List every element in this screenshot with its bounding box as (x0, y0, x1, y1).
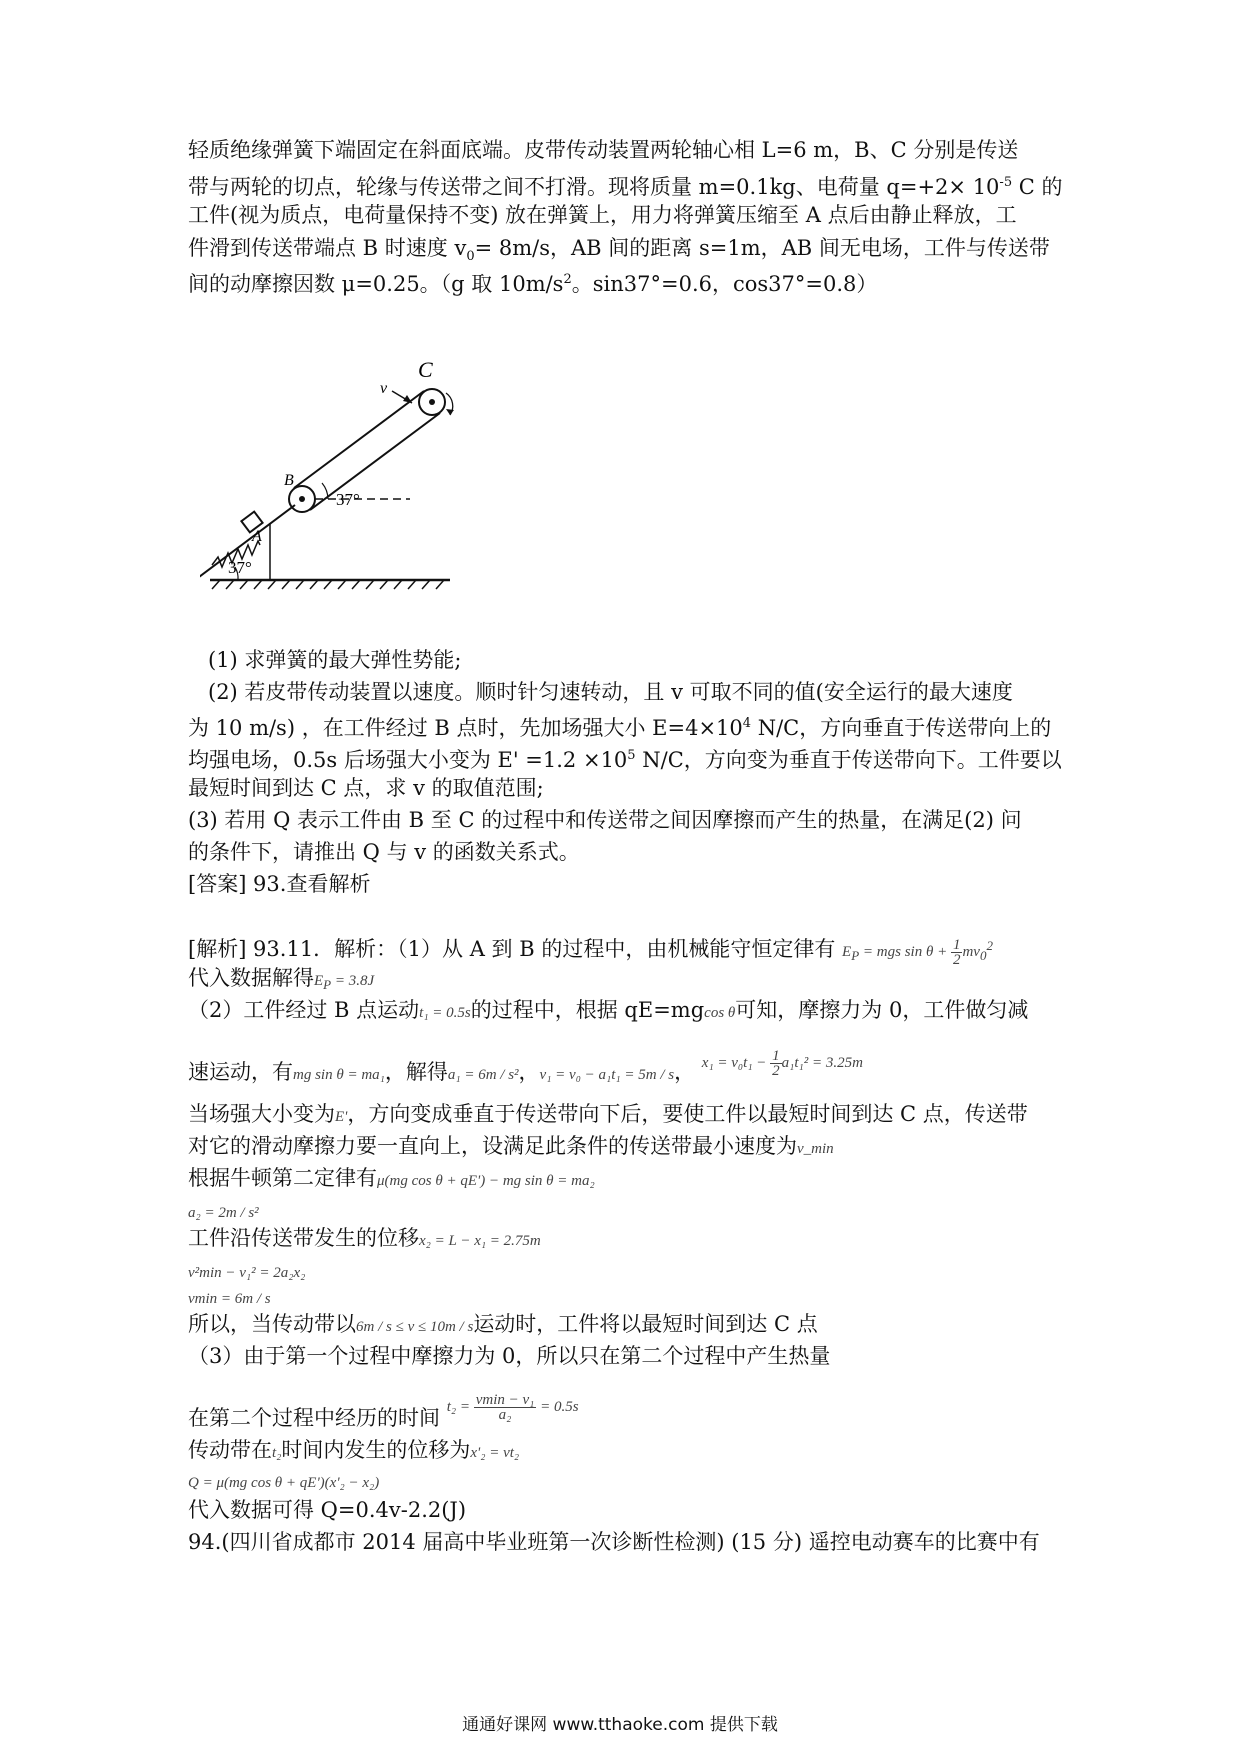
text: ， (674, 1060, 696, 1084)
question-3-line (188, 838, 580, 866)
rotation-arrowhead (446, 409, 454, 415)
text: 工件(视为质点，电荷量保持不变) 放在弹簧上，用力将弹簧压缩至 A 点后由静止释放，工 (188, 203, 1017, 227)
pulley-c-axle (429, 399, 435, 405)
equation: μ(mg cos θ + qE') − mg sin θ = ma₂ (377, 1173, 595, 1189)
text: N/C，方向垂直于传送带向上的 (751, 716, 1052, 740)
equation: x₁ = v₀t₁ − 1 2 a₁t₁² = 3.25m (701, 1048, 863, 1080)
equation: EP = mgs sin θ + $\frac{1}{2}$ mv02 (842, 937, 993, 969)
solution-line (188, 1342, 830, 1370)
text: 运动时，工件将以最短时间到达 C 点 (473, 1312, 818, 1336)
equation: EP = 3.8J (314, 973, 375, 992)
solution-line (188, 1048, 863, 1090)
label-c: C (418, 357, 433, 382)
solution-line (188, 1528, 1040, 1556)
text: 代入数据可得 Q=0.4v-2.2(J) (188, 1498, 467, 1522)
solution-line (188, 964, 374, 999)
text: (1) 求弹簧的最大弹性势能; (208, 648, 462, 672)
exponent: 5 (627, 748, 636, 763)
equation: v₁ = v₀ − a₁t₁ = 5m / s (539, 1067, 675, 1083)
text: 代入数据解得 (188, 966, 314, 990)
equation: t₂ = vmin − v₁ a₂ = 0.5s (446, 1392, 579, 1424)
equation: 6m / s ≤ v ≤ 10m / s (356, 1319, 474, 1335)
text: = 8m/s，AB 间的距离 s=1m，AB 间无电场，工件与传送带 (474, 236, 1050, 260)
text: （2）工件经过 B 点运动 (188, 998, 420, 1022)
text: 轻质绝缘弹簧下端固定在斜面底端。皮带传动装置两轮轴心相 L=6 m，B、C 分别是传送 (188, 138, 1019, 162)
velocity-arrowhead (403, 395, 412, 403)
solution-line (188, 1310, 818, 1341)
equation: x'₂ = vt₂ (470, 1445, 520, 1461)
pulley-b-axle (299, 496, 305, 502)
equation: vmin = 6m / s (188, 1291, 271, 1307)
text: 传动带在 (188, 1438, 272, 1462)
text: 当场强大小变为 (188, 1102, 335, 1126)
angle-label-top: 37° (336, 490, 360, 509)
label-v: v (380, 380, 388, 397)
equation: t₁ = 0.5s (419, 1005, 471, 1021)
paragraph-line (188, 136, 1018, 164)
solution-line (188, 1100, 1028, 1131)
question-2-line (188, 742, 1062, 774)
equation: t₂ (272, 1445, 282, 1461)
label-a: A (252, 528, 262, 545)
angle-label-bottom: 37° (228, 558, 252, 577)
question-3 (188, 806, 1022, 834)
text: 最短时间到达 C 点，求 v 的取值范围; (188, 776, 544, 800)
subscript: 0 (466, 249, 475, 265)
equation: a₂ = 2m / s² (188, 1205, 259, 1221)
text: ，方向变成垂直于传送带向下后，要使工件以最短时间到达 C 点，传送带 (347, 1102, 1028, 1126)
exponent: 4 (742, 716, 752, 731)
solution-line (188, 1466, 379, 1497)
equation: x₂ = L − x₁ = 2.75m (419, 1233, 541, 1249)
solution-line (188, 1436, 519, 1467)
solution-line (188, 996, 1028, 1027)
text: (3) 若用 Q 表示工件由 B 至 C 的过程中和传送带之间因摩擦而产生的热量，在满足(2) 问 (188, 808, 1022, 832)
question-2 (208, 678, 1013, 706)
label-b: B (284, 472, 294, 489)
text: 的过程中，根据 qE=mg (470, 998, 705, 1022)
ground-hatch (212, 580, 444, 589)
equation: v²min − v₁² = 2a₂x₂ (188, 1265, 306, 1281)
solution-line (188, 1392, 579, 1436)
text: 。sin37°=0.6，cos37°=0.8） (571, 272, 878, 296)
equation: Q = μ(mg cos θ + qE')(x'₂ − x₂) (188, 1475, 380, 1491)
conveyor-diagram (200, 355, 460, 610)
solution-line (188, 1132, 834, 1163)
paragraph-line (188, 266, 877, 298)
text: 可知，摩擦力为 0，工件做匀减 (735, 998, 1029, 1022)
text: 工件沿传送带发生的位移 (188, 1226, 419, 1250)
text: 在第二个过程中经历的时间 (188, 1406, 440, 1430)
equation: v_min (797, 1141, 834, 1157)
text: ， (518, 1060, 540, 1084)
text: [解析] 93.11．解析：（1）从 A 到 B 的过程中，由机械能守恒定律有 (188, 937, 836, 961)
equation: E' (335, 1109, 348, 1125)
equation: mg sin θ = ma₁ (293, 1067, 385, 1083)
equation: a₁ = 6m / s² (447, 1067, 519, 1083)
text: 根据牛顿第二定律有 (188, 1166, 377, 1190)
paragraph-line (188, 201, 1017, 229)
text: 为 10 m/s) ，在工件经过 B 点时，先加场强大小 E=4×10 (188, 716, 743, 740)
page-footer: 通通好课网 www.tthaoke.com 提供下载 (462, 1715, 778, 1735)
text: C 的 (1012, 175, 1063, 199)
question-2-line (188, 774, 544, 802)
text: （3）由于第一个过程中摩擦力为 0，所以只在第二个过程中产生热量 (188, 1344, 831, 1368)
question-1 (208, 646, 462, 674)
solution-line (188, 1224, 541, 1255)
paragraph-line (188, 169, 1063, 201)
answer-line (188, 870, 370, 898)
text: 件滑到传送带端点 B 时速度 v (188, 236, 467, 260)
solution-line (188, 1496, 466, 1524)
exponent: 2 (563, 272, 572, 287)
text: 94.(四川省成都市 2014 届高中毕业班第一次诊断性检测) (15 分) 遥控电动赛车的比赛中有 (188, 1530, 1040, 1554)
solution-line (188, 1282, 271, 1313)
text: 间的动摩擦因数 μ=0.25。（g 取 10m/s (188, 272, 564, 296)
solution-line (188, 1164, 595, 1195)
text: ，解得 (384, 1060, 448, 1084)
text: N/C，方向变为垂直于传送带向下。工件要以 (635, 748, 1062, 772)
text: 对它的滑动摩擦力要一直向上，设满足此条件的传送带最小速度为 (188, 1134, 797, 1158)
text: (2) 若皮带传动装置以速度。顺时针匀速转动，且 v 可取不同的值(安全运行的最大速度 (208, 680, 1013, 704)
text: 时间内发生的位移为 (281, 1438, 471, 1462)
text: 速运动，有 (188, 1060, 293, 1084)
question-2-line (188, 710, 1051, 742)
text: 带与两轮的切点，轮缘与传送带之间不打滑。现将质量 m=0.1kg、电荷量 q=+2× 10 (188, 175, 1000, 199)
text: 所以，当传动带以 (188, 1312, 356, 1336)
text: 均强电场，0.5s 后场强大小变为 E' =1.2 ×10 (188, 748, 628, 772)
text: [答案] 93.查看解析 (188, 872, 371, 896)
exponent: -5 (999, 175, 1013, 190)
solution-line (188, 1196, 259, 1227)
text: 的条件下，请推出 Q 与 v 的函数关系式。 (188, 840, 580, 864)
equation: cos θ (704, 1005, 736, 1021)
